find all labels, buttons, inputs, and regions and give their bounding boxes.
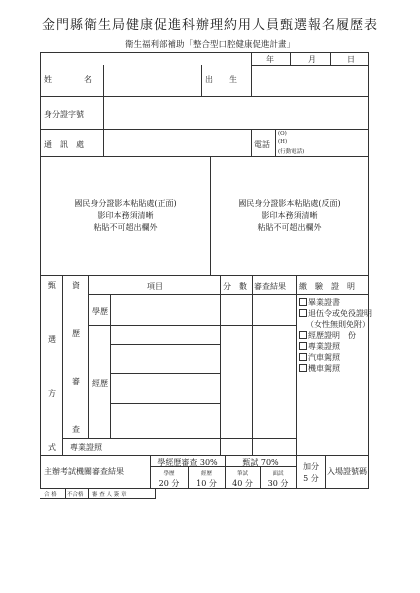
id-front-line1: 國民身分證影本粘貼處(正面) — [74, 199, 177, 208]
checkbox-icon — [299, 298, 307, 306]
checkbox-icon — [299, 309, 307, 317]
ticket-number-label: 入場證號碼 — [327, 467, 367, 476]
id-back-line3: 粘貼不可超出欄外 — [257, 223, 322, 232]
exam-interview-label: 面試 — [272, 471, 284, 477]
exam-interview-score: 30 分 — [267, 479, 289, 488]
id-number-field[interactable] — [104, 97, 367, 128]
fail-label[interactable]: 不合格 — [67, 492, 84, 498]
address-label: 通 訊 處 — [44, 140, 84, 149]
proof-item-6[interactable]: 機車駕照 — [299, 363, 340, 374]
review-char-2: 歷 — [72, 329, 80, 338]
frame-left — [40, 52, 41, 489]
id-back-line2: 影印本務須清晰 — [261, 211, 318, 220]
pass-label[interactable]: 合 格 — [44, 492, 57, 498]
exam-written-score: 40 分 — [232, 479, 253, 488]
frame-top — [40, 52, 369, 53]
exam-result-label: 主辦考試機關審查結果 — [44, 467, 124, 476]
selection-char-3: 方 — [48, 389, 56, 398]
frame-right — [368, 52, 369, 489]
experience-label: 經歷 — [92, 379, 108, 388]
review-char-1: 資 — [72, 281, 80, 290]
proof-item-5[interactable]: 汽車駕照 — [299, 352, 340, 363]
address-field[interactable] — [104, 130, 250, 155]
education-label: 學歷 — [92, 307, 108, 316]
id-front-line3: 粘貼不可超出欄外 — [93, 223, 158, 232]
selection-char-1: 甄 — [48, 281, 56, 290]
date-month-label: 月 — [308, 55, 316, 64]
proof-item-1[interactable]: 畢業證書 — [299, 297, 340, 308]
result-header: 審查結果 — [254, 282, 286, 291]
test-weight-label: 甄試 70% — [242, 458, 279, 467]
proof-item-3[interactable]: 經歷證明 份 — [299, 330, 356, 341]
checkbox-icon — [299, 364, 307, 372]
review-char-3: 審 — [72, 377, 80, 386]
checkbox-icon — [299, 353, 307, 361]
checkbox-icon — [299, 331, 307, 339]
exam-education-label: 學歷 — [163, 471, 175, 477]
date-day-label: 日 — [347, 55, 355, 64]
name-field[interactable] — [104, 66, 200, 95]
bonus-score: 5 分 — [303, 474, 319, 483]
selection-char-2: 選 — [48, 335, 56, 344]
phone-office-label: (O) — [278, 131, 287, 137]
form-subtitle: 衛生福利部補助「整合型口腔健康促進計畫」 — [124, 40, 295, 50]
birth-label: 出 生 — [205, 75, 237, 84]
birth-field[interactable] — [252, 66, 367, 95]
phone-home-label: (H) — [278, 139, 288, 145]
proof-item-2[interactable]: 退伍令或免役證明 — [299, 308, 372, 319]
checkbox-icon — [299, 342, 307, 350]
bonus-label: 加分 — [303, 462, 319, 471]
review-weight-label: 學經歷審查 30% — [157, 458, 218, 467]
exam-experience-score: 10 分 — [196, 479, 217, 488]
id-number-label: 身分證字號 — [44, 110, 84, 119]
exam-education-score: 20 分 — [158, 479, 180, 488]
reviewer-signature-label: 審 查 人 簽 章 — [92, 492, 127, 498]
review-char-4: 查 — [72, 425, 80, 434]
phone-label: 電話 — [254, 140, 270, 149]
proof-header: 繳 驗 證 明 — [299, 282, 355, 291]
form-title: 金門縣衛生局健康促進科辦理約用人員甄選報名履歷表 — [41, 18, 378, 33]
score-header: 分 數 — [223, 282, 247, 291]
proof-item-2-note: （女性無則免附） — [306, 320, 370, 329]
certificate-label: 專業證照 — [70, 443, 102, 452]
selection-char-4: 式 — [48, 443, 56, 452]
item-header: 項目 — [147, 282, 163, 291]
exam-written-label: 筆試 — [236, 471, 248, 477]
name-label: 姓 名 — [44, 75, 92, 84]
date-year-label: 年 — [266, 55, 274, 64]
id-back-line1: 國民身分證影本粘貼處(反面) — [238, 199, 341, 208]
exam-experience-label: 經歷 — [200, 471, 212, 477]
id-front-line2: 影印本務須清晰 — [97, 211, 154, 220]
phone-mobile-label: (行動電話) — [278, 149, 305, 155]
proof-item-4[interactable]: 專業證照 — [299, 341, 340, 352]
